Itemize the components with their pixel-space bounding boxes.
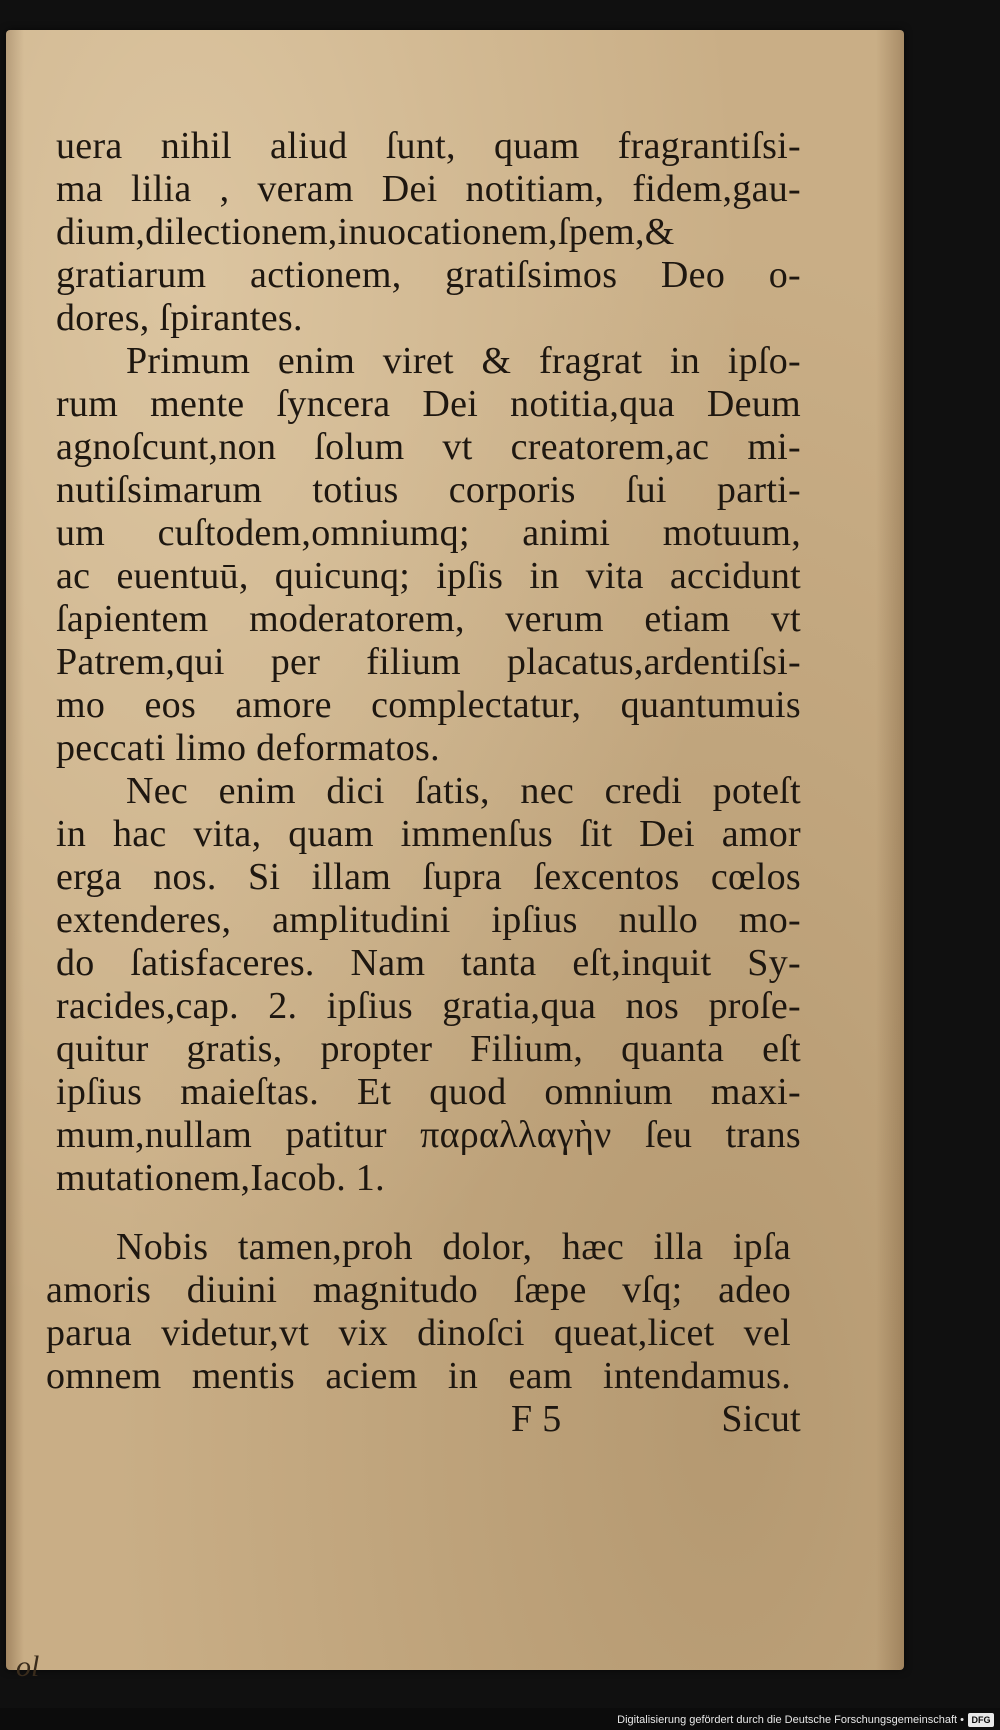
- text-line: agnoſcunt,non ſolum vt creatorem,ac mi-: [56, 426, 801, 468]
- text-line: Nec enim dici ſatis, nec credi poteſt: [126, 770, 801, 812]
- text-line: racides,cap. 2. ipſius gratia,qua nos proſe-: [56, 985, 801, 1027]
- text-line: mum,nullam patitur παραλλαγὴν ſeu trans: [56, 1114, 801, 1156]
- paragraph-gap: [56, 1200, 801, 1226]
- credit-bar: [0, 1708, 1000, 1730]
- text-line: do ſatisfaceres. Nam tanta eſt,inquit Sy-: [56, 942, 801, 984]
- text-line: rum mente ſyncera Dei notitia,qua Deum: [56, 383, 801, 425]
- text-line: in hac vita, quam immenſus ſit Dei amor: [56, 813, 801, 855]
- text-line: ipſius maieſtas. Et quod omnium maxi-: [56, 1071, 801, 1113]
- text-line: ac euentuū, quicunq; ipſis in vita accidunt: [56, 555, 801, 597]
- text-line: Primum enim viret & fragrat in ipſo-: [126, 340, 801, 382]
- funding-credit: Digitalisierung gefördert durch die Deutsche Forschungsgemeinschaft •: [617, 1714, 964, 1726]
- paragraph-4: [46, 1226, 791, 1398]
- catchword: Sicut: [721, 1398, 801, 1440]
- text-line: gratiarum actionem, gratiſsimos Deo o-: [56, 254, 801, 296]
- text-line: mutationem,Iacob. 1.: [56, 1157, 385, 1199]
- text-line: quitur gratis, propter Filium, quanta eſt: [56, 1028, 801, 1070]
- text-line: ma lilia , veram Dei notitiam, fidem,gau-: [56, 168, 801, 210]
- text-line: amoris diuini magnitudo ſæpe vſq; adeo: [46, 1269, 791, 1311]
- paragraph-3: [56, 770, 801, 1200]
- book-page: [6, 30, 904, 1683]
- text-line: parua videtur,vt vix dinoſci queat,licet vel: [46, 1312, 791, 1354]
- page-footer-line: [56, 1398, 801, 1441]
- paragraph-1: [56, 125, 801, 340]
- signature-mark: F 5: [511, 1398, 562, 1440]
- margin-mark: ol: [16, 1650, 40, 1683]
- text-line: dium,dilectionem,inuocationem,ſpem,&: [56, 211, 675, 253]
- text-line: dores, ſpirantes.: [56, 297, 303, 339]
- text-line: omnem mentis aciem in eam intendamus.: [46, 1355, 791, 1397]
- text-line: nutiſsimarum totius corporis ſui parti-: [56, 469, 801, 511]
- text-line: mo eos amore complectatur, quantumuis: [56, 684, 801, 726]
- text-line: uera nihil aliud ſunt, quam fragrantiſsi-: [56, 125, 801, 167]
- text-line: extenderes, amplitudini ipſius nullo mo-: [56, 899, 801, 941]
- text-line: Nobis tamen,proh dolor, hæc illa ipſa: [116, 1226, 791, 1268]
- page-text: [46, 125, 801, 1440]
- text-line: ſapientem moderatorem, verum etiam vt: [56, 598, 801, 640]
- paragraph-2: [56, 340, 801, 770]
- text-line: um cuſtodem,omniumq; animi motuum,: [56, 512, 801, 554]
- dfg-logo: DFG: [968, 1713, 994, 1727]
- text-line: Patrem,qui per filium placatus,ardentiſsi-: [56, 641, 801, 683]
- text-line: erga nos. Si illam ſupra ſexcentos cœlos: [56, 856, 801, 898]
- text-line: peccati limo deformatos.: [56, 727, 440, 769]
